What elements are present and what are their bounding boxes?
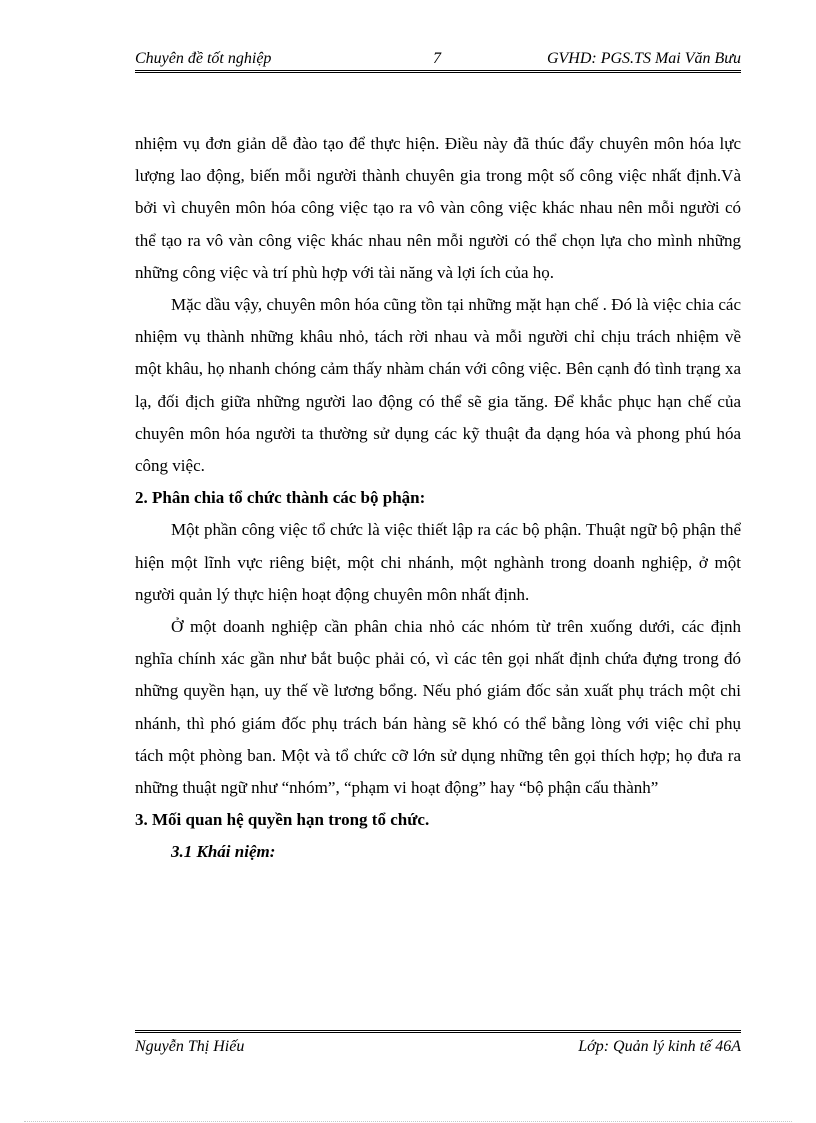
header-document-title: Chuyên đề tốt nghiệp [135, 50, 272, 67]
section-heading-3: 3. Mối quan hệ quyền hạn trong tổ chức. [135, 810, 430, 830]
paragraph-department-naming: Ở một doanh nghiệp cần phân chia nhỏ các nhóm từ trên xuống dưới, các định nghĩa chính xác gần như bắt buộc phải có, vì các tên gọi nhất định chứa đựng trong đó những quyền hạn, uy thế về lương bổng. Nếu phó giám đốc sản xuất phụ trách một chi nhánh, thì phó giám đốc phụ trách bán hàng sẽ khó có thể bằng lòng với việc chỉ phụ tách một phòng ban. Một và tổ chức cỡ lớn sử dụng những tên gọi thích hợp; họ đưa ra những thuật ngữ như “nhóm”, “phạm vi hoạt động” hay “bộ phận cấu thành” [135, 617, 741, 798]
page-bottom-edge [24, 1121, 792, 1122]
page-header [135, 46, 741, 72]
paragraph-specialization-limits: Mặc dầu vậy, chuyên môn hóa cũng tồn tại những mặt hạn chế . Đó là việc chia các nhiệm vụ thành những khâu nhỏ, tách rời nhau và mỗi người chỉ chịu trách nhiệm về một khâu, họ nhanh chóng cảm thấy nhàm chán với công việc. Bên cạnh đó tình trạng xa lạ, đối địch giữa những người lao động có thể sẽ gia tăng. Để khắc phục hạn chế của chuyên môn hóa người ta thường sử dụng các kỹ thuật đa dạng hóa và phong phú hóa công việc. [135, 295, 741, 476]
paragraph-departments: Một phần công việc tổ chức là việc thiết lập ra các bộ phận. Thuật ngữ bộ phận thể hiện một lĩnh vực riêng biệt, một chi nhánh, một nghành trong doanh nghiệp, ở một người quản lý thực hiện hoạt động chuyên môn nhất định. [135, 520, 741, 604]
header-divider [135, 70, 741, 73]
footer-author: Nguyễn Thị Hiếu [135, 1038, 245, 1055]
subsection-heading-3-1: 3.1 Khái niệm: [171, 842, 276, 862]
header-page-number: 7 [433, 50, 441, 67]
section-heading-2: 2. Phân chia tổ chức thành các bộ phận: [135, 488, 426, 508]
footer-class: Lớp: Quản lý kinh tế 46A [578, 1038, 741, 1055]
paragraph-continuation: nhiệm vụ đơn giản dễ đào tạo để thực hiện. Điều này đã thúc đẩy chuyên môn hóa lực lượng lao động, biến mỗi người thành chuyên gia trong một số công việc nhất định.Và bởi vì chuyên môn hóa công việc tạo ra vô vàn công việc khác nhau nên mỗi người có thể tạo ra vô vàn công việc khác nhau nên mỗi người có thể chọn lựa cho mình những những công việc và trí phù hợp với tài năng và lợi ích của họ. [135, 134, 741, 282]
header-supervisor: GVHD: PGS.TS Mai Văn Bưu [546, 50, 741, 67]
footer-divider [135, 1030, 741, 1033]
page-body [135, 128, 741, 869]
